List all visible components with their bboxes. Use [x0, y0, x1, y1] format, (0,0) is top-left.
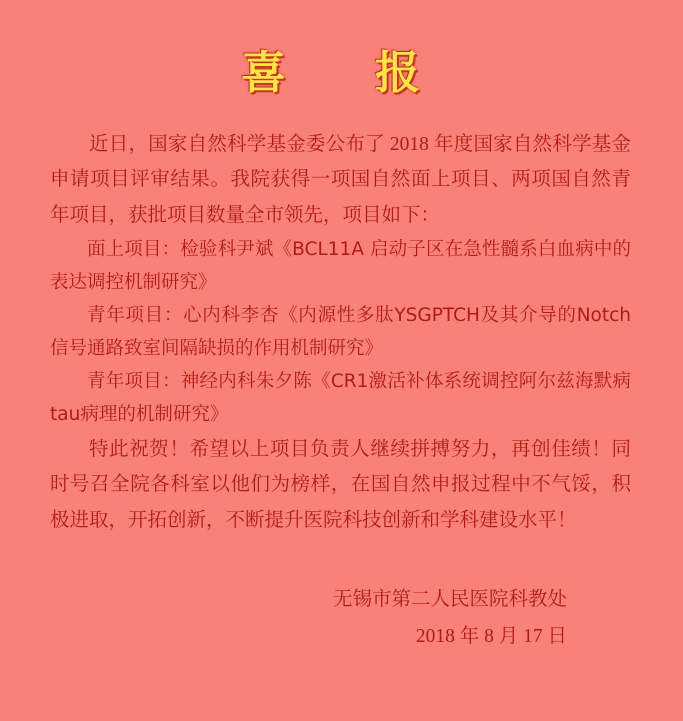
signature-date: 2018 年 8 月 17 日: [415, 625, 567, 647]
signature-block: [0, 582, 683, 654]
project-item-2: 青年项目：心内科李杏《内源性多肽YSGPTCH及其介导的Notch信号通路致室间隔缺损的作用机制研究》: [50, 305, 631, 360]
project-item-1: 面上项目：检验科尹斌《BCL11A 启动子区在急性髓系白血病中的表达调控机制研究》: [50, 239, 631, 294]
page-title: 喜 报: [240, 46, 442, 99]
project-item-3: 青年项目：神经内科朱夕陈《CR1激活补体系统调控阿尔兹海默病tau病理的机制研究》: [50, 371, 631, 426]
document-body: [0, 127, 683, 538]
signature-organization: 无锡市第二人民医院科教处: [332, 589, 567, 611]
closing-paragraph: 特此祝贺！希望以上项目负责人继续拼搏努力，再创佳绩！同时号召全院各科室以他们为榜样，在国自然申报过程中不气馁，积极进取，开拓创新，不断提升医院科技创新和学科建设水平！: [50, 438, 631, 531]
intro-paragraph: 近日，国家自然科学基金委公布了 2018 年度国家自然科学基金申请项目评审结果。我院获得一项国自然面上项目、两项国自然青年项目，获批项目数量全市领先，项目如下：: [50, 134, 631, 226]
